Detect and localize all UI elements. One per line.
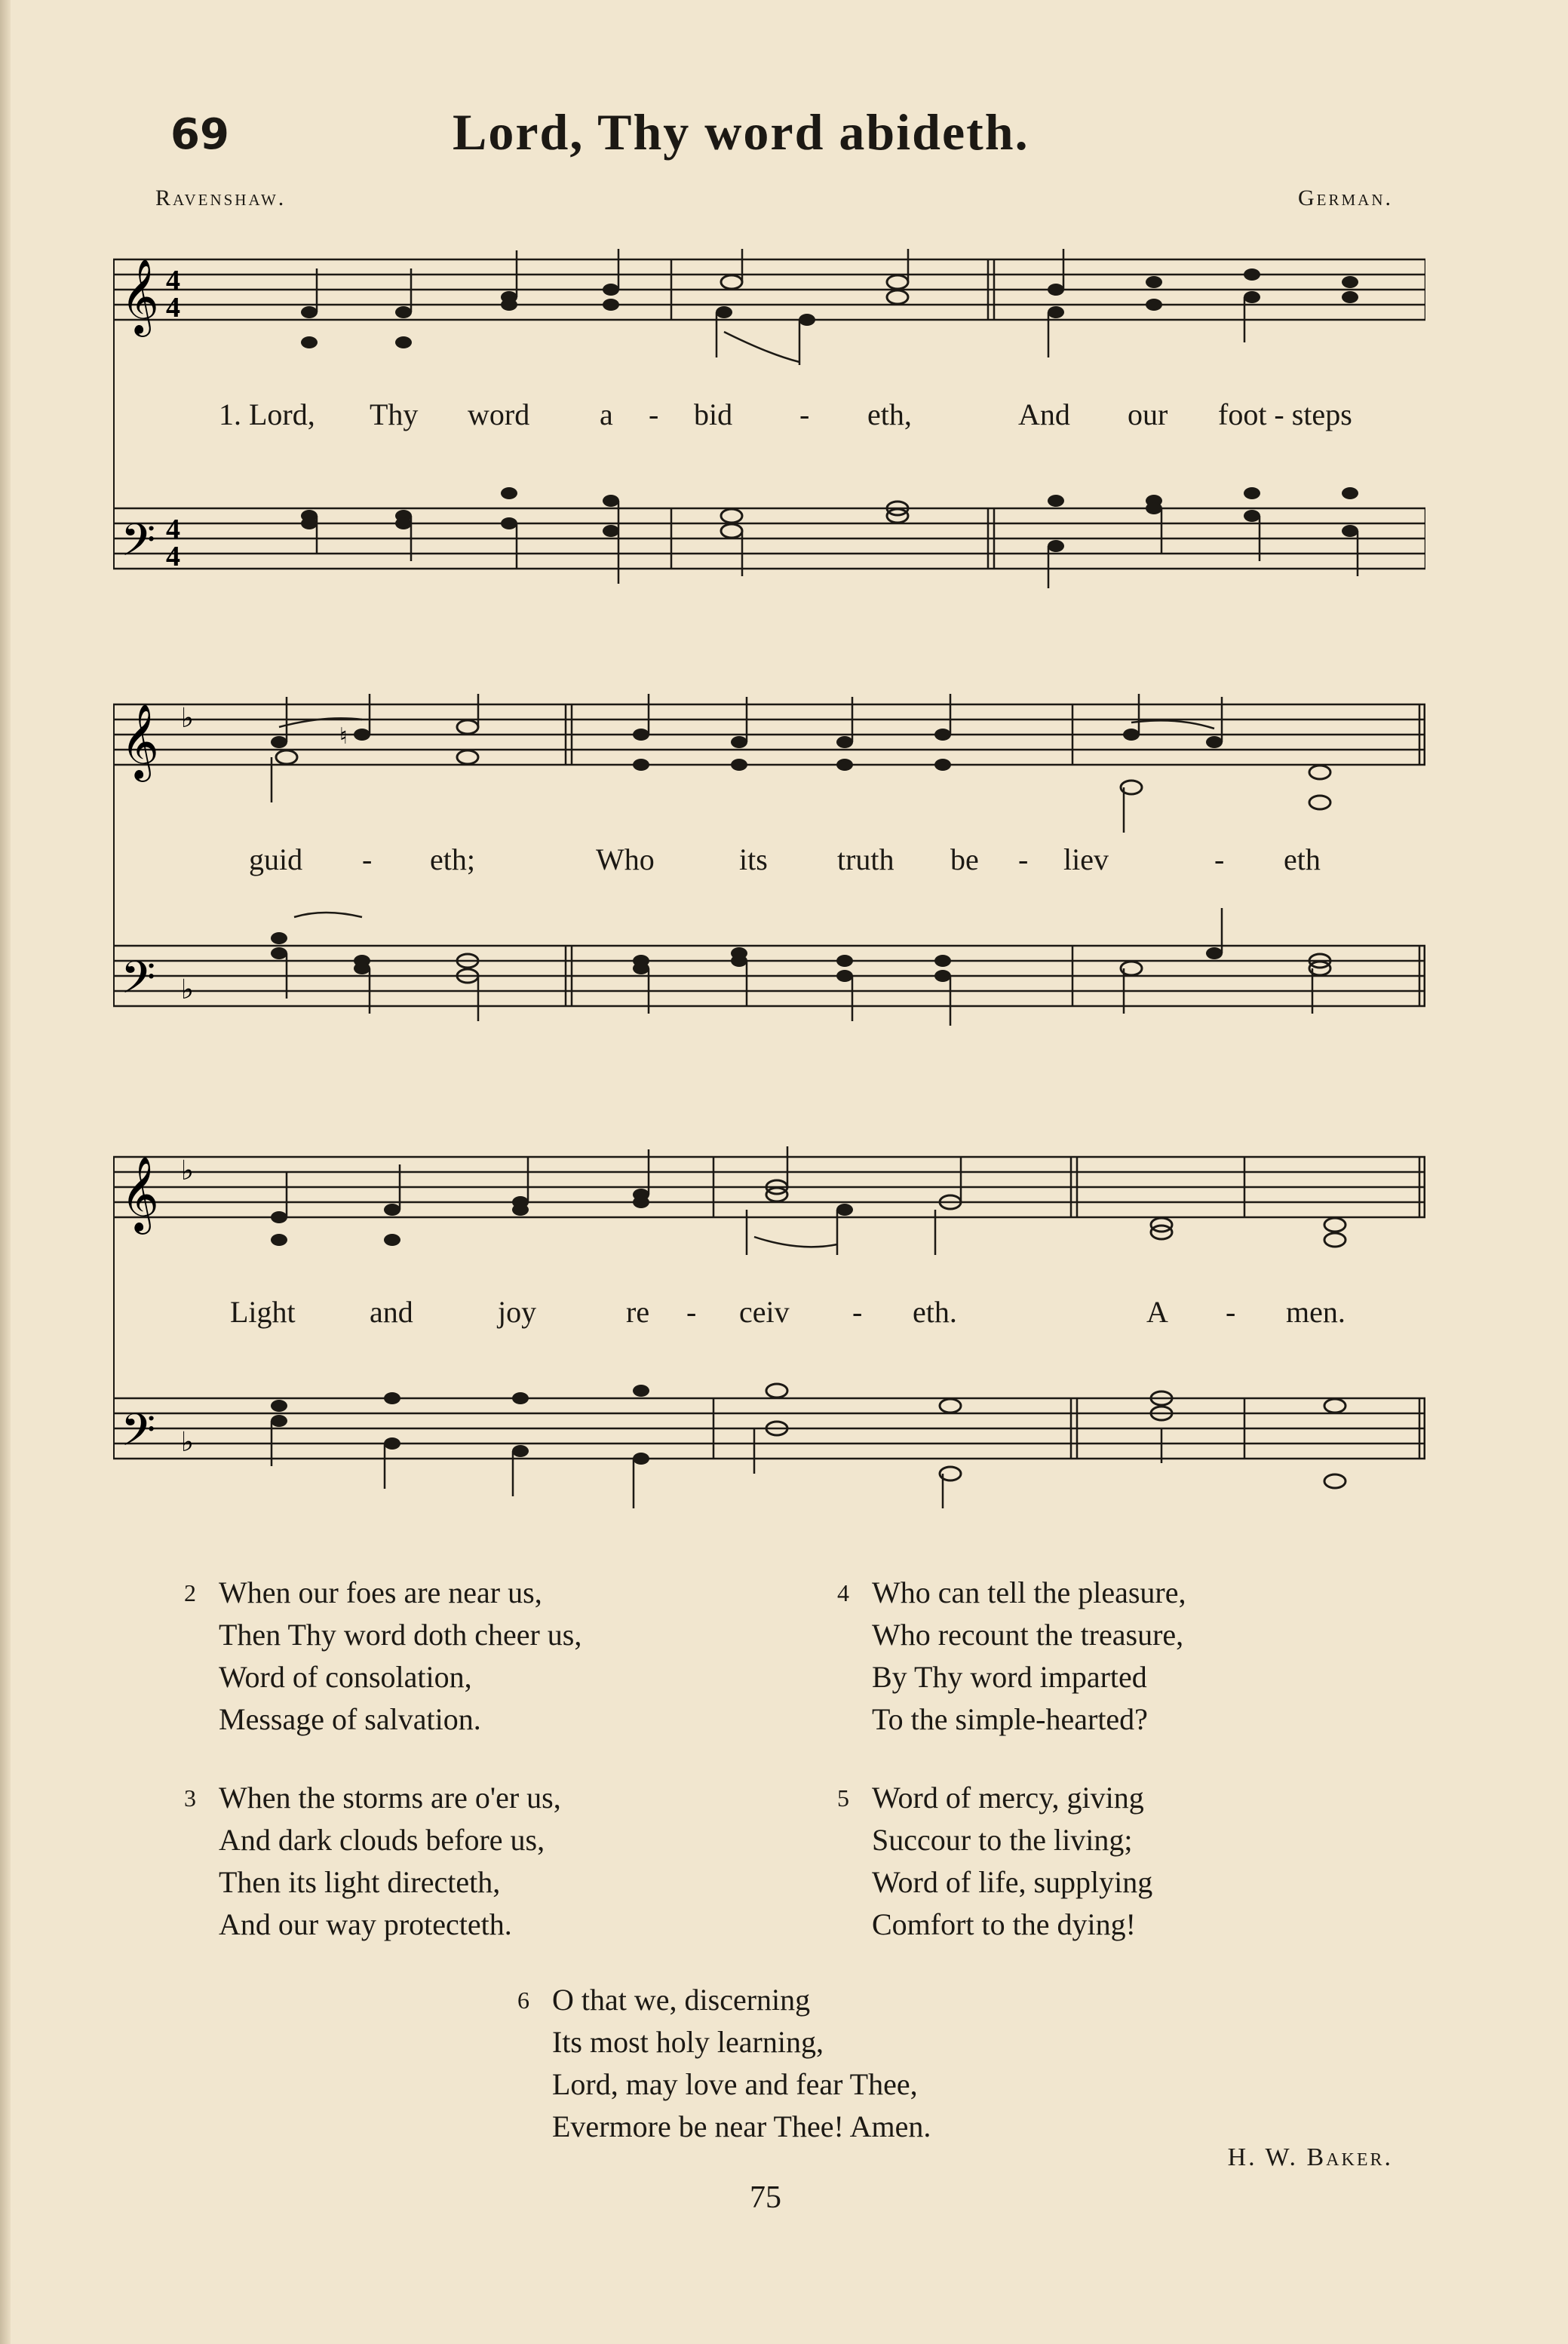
svg-text:4: 4 [166,265,180,296]
verse-number: 5 [837,1784,849,1812]
lyric-syllable: - [799,397,810,431]
lyric-syllable: 1. Lord, [219,397,315,431]
verse-line: Its most holy learning, [552,2025,824,2059]
flat-icon: ♭ [181,703,194,734]
lyric-syllable: eth, [867,397,912,431]
lyric-syllable: - [1226,1295,1236,1329]
verse-line: And our way protecteth. [219,1907,512,1941]
verse-2 [184,1572,582,1741]
flat-icon: ♭ [181,1427,194,1458]
lyric-syllable: A [1146,1295,1168,1329]
author-credit: H. W. Baker. [1227,2143,1393,2171]
tune-origin: German. [1297,186,1393,210]
svg-text:4: 4 [166,541,180,572]
hymn-number: 69 [170,110,229,159]
verse-line: When the storms are o'er us, [219,1781,561,1815]
music-system-2 [113,694,1425,1026]
page-number: 75 [750,2180,781,2215]
treble-clef-icon: 𝄞 [121,704,159,779]
lyric-syllable: foot - steps [1218,397,1352,431]
verse-line: Comfort to the dying! [872,1907,1136,1941]
verse-5 [837,1777,1153,1946]
lyric-syllable: Who [596,842,655,876]
verse-3 [184,1777,561,1946]
verse-number: 2 [184,1579,196,1606]
flat-icon: ♭ [181,974,194,1005]
lyric-syllable: And [1018,397,1070,431]
lyric-syllable: - [649,397,659,431]
lyric-syllable: - [686,1295,697,1329]
verse-line: Then its light directeth, [219,1865,501,1899]
verse-line: Then Thy word doth cheer us, [219,1618,582,1652]
lyric-syllable: - [1018,842,1029,876]
lyric-syllable: be [950,842,979,876]
verse-number: 3 [184,1784,196,1812]
verse-line: When our foes are near us, [219,1575,542,1609]
hymn-title: Lord, Thy word abideth. [453,103,1029,161]
page-edge [0,0,11,2344]
verse-number: 6 [517,1987,529,2014]
verse-line: Who recount the treasure, [872,1618,1184,1652]
verse-4 [837,1572,1186,1741]
verse-line: And dark clouds before us, [219,1823,545,1857]
bass-clef-icon: 𝄢 [121,1404,156,1467]
bass-clef-icon: 𝄢 [121,951,156,1014]
music-system-1 [113,249,1425,588]
lyric-syllable: - [1214,842,1225,876]
svg-text:4: 4 [166,514,180,545]
verse-line: Succour to the living; [872,1823,1133,1857]
lyric-syllable: truth [837,842,894,876]
verse-number: 4 [837,1579,849,1606]
lyric-syllable: liev [1063,842,1109,876]
lyric-syllable: bid [694,397,733,431]
lyric-syllable: Light [230,1295,296,1329]
lyric-syllable: ceiv [739,1295,790,1329]
lyric-line-2 [113,842,1425,879]
lyric-syllable: - [852,1295,863,1329]
lyric-syllable: eth. [913,1295,957,1329]
lyric-syllable: a [600,397,613,431]
lyric-syllable: eth; [430,842,475,876]
verse-line: To the simple-hearted? [872,1702,1148,1736]
verse-line: By Thy word imparted [872,1660,1147,1694]
verse-line: Word of life, supplying [872,1865,1153,1899]
treble-clef-icon: 𝄞 [121,259,159,334]
tune-name: Ravenshaw. [155,186,287,210]
lyric-syllable: joy [498,1295,537,1329]
flat-icon: ♭ [181,1155,194,1186]
treble-clef-icon: 𝄞 [121,1156,159,1232]
verse-line: Lord, may love and fear Thee, [552,2067,918,2101]
bass-clef-icon: 𝄢 [121,514,156,577]
lyric-line-3 [113,1294,1425,1332]
svg-text:4: 4 [166,292,180,324]
verse-line: Evermore be near Thee! Amen. [552,2109,931,2143]
verse-line: Word of mercy, giving [872,1781,1144,1815]
verse-line: Message of salvation. [219,1702,481,1736]
verse-6 [517,1979,931,2148]
lyric-syllable: our [1128,397,1168,431]
lyric-syllable: and [370,1295,413,1329]
lyric-syllable: its [739,842,768,876]
verse-line: Who can tell the pleasure, [872,1575,1186,1609]
music-system-3 [113,1146,1425,1508]
lyric-syllable: men. [1286,1295,1346,1329]
lyric-syllable: Thy [370,397,419,431]
lyric-syllable: eth [1284,842,1321,876]
lyric-syllable: - [362,842,373,876]
lyric-line-1 [113,397,1425,434]
lyric-syllable: re [626,1295,650,1329]
verse-line: O that we, discerning [552,1983,811,2017]
natural-icon: ♮ [339,723,348,750]
verse-line: Word of consolation, [219,1660,472,1694]
lyric-syllable: guid [249,842,303,876]
lyric-syllable: word [468,397,530,431]
